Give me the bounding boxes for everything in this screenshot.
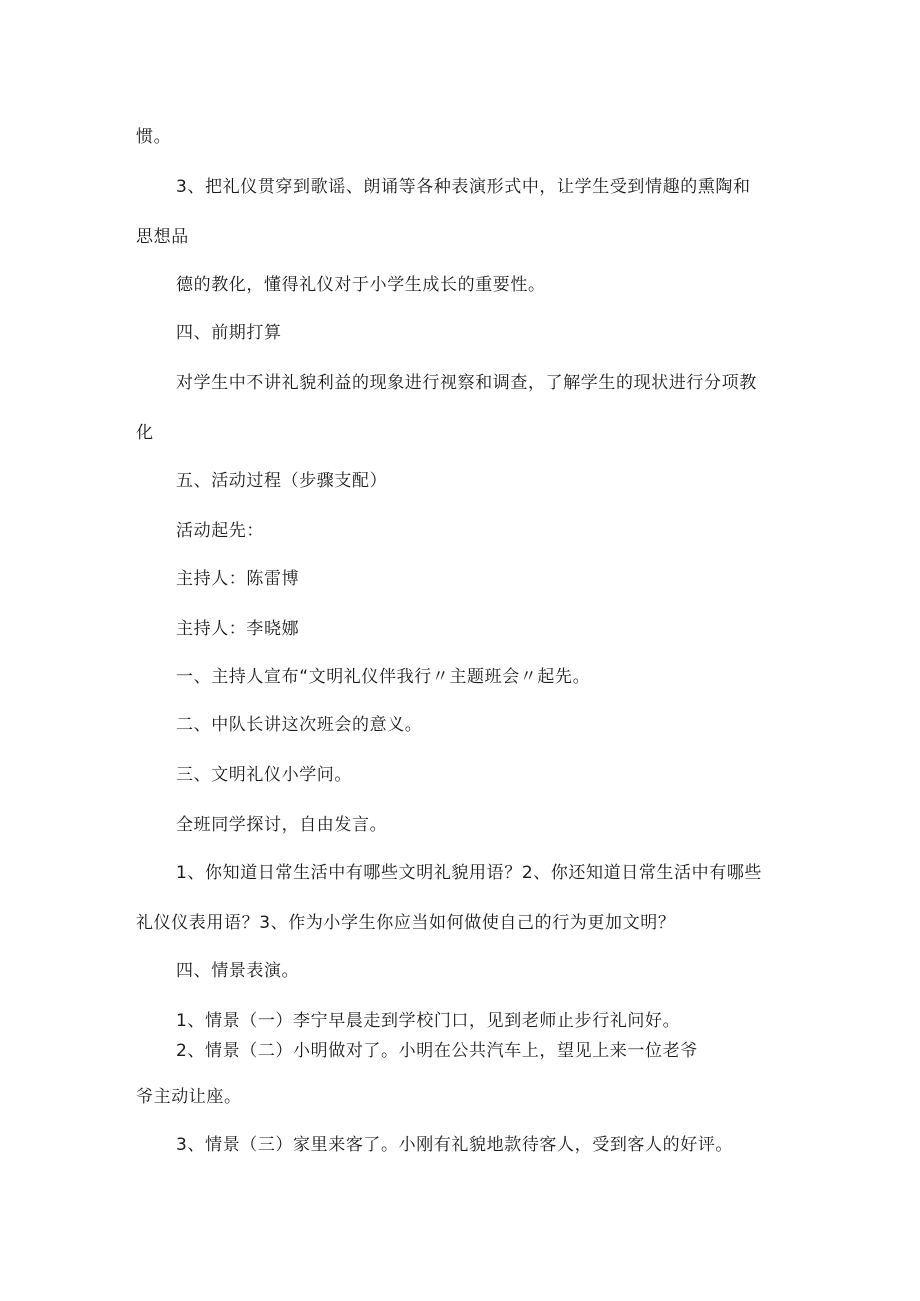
text-line: 爷主动让座。: [136, 1087, 242, 1107]
text-line: 2、情景（二）小明做对了。小明在公共汽车上，望见上来一位老爷: [176, 1041, 698, 1061]
text-line: 礼仪仪表用语？3、作为小学生你应当如何做使自己的行为更加文明？: [136, 913, 676, 933]
text-line: 3、情景（三）家里来客了。小刚有礼貌地款待客人，受到客人的好评。: [176, 1135, 734, 1155]
text-line: 主持人：李晓娜: [176, 619, 300, 639]
text-line: 主持人：陈雷博: [176, 569, 300, 589]
text-line: 二、中队长讲这次班会的意义。: [176, 715, 423, 735]
text-line: 三、文明礼仪小学问。: [176, 765, 352, 785]
section-heading: 五、活动过程（步骤支配）: [176, 471, 388, 491]
text-line: 惯。: [136, 127, 172, 147]
text-line: 1、情景（一）李宁早晨走到学校门口，见到老师止步行礼问好。: [176, 1011, 681, 1031]
text-line: 化: [136, 423, 154, 443]
section-heading: 四、前期打算: [176, 323, 282, 343]
text-line: 德的教化，懂得礼仪对于小学生成长的重要性。: [176, 275, 546, 295]
text-line: 全班同学探讨，自由发言。: [176, 815, 388, 835]
text-line: 思想品: [136, 227, 189, 247]
text-line: 活动起先：: [176, 521, 264, 541]
text-line: 一、主持人宣布“文明礼仪伴我行〃主题班会〃起先。: [176, 667, 591, 687]
text-line: 1、你知道日常生活中有哪些文明礼貌用语？2、你还知道日常生活中有哪些: [176, 863, 763, 883]
text-line: 对学生中不讲礼貌利益的现象进行视察和调查，了解学生的现状进行分项教: [176, 373, 757, 393]
section-heading: 四、情景表演。: [176, 961, 300, 981]
text-line: 3、把礼仪贯穿到歌谣、朗诵等各种表演形式中，让学生受到情趣的熏陶和: [176, 177, 751, 197]
